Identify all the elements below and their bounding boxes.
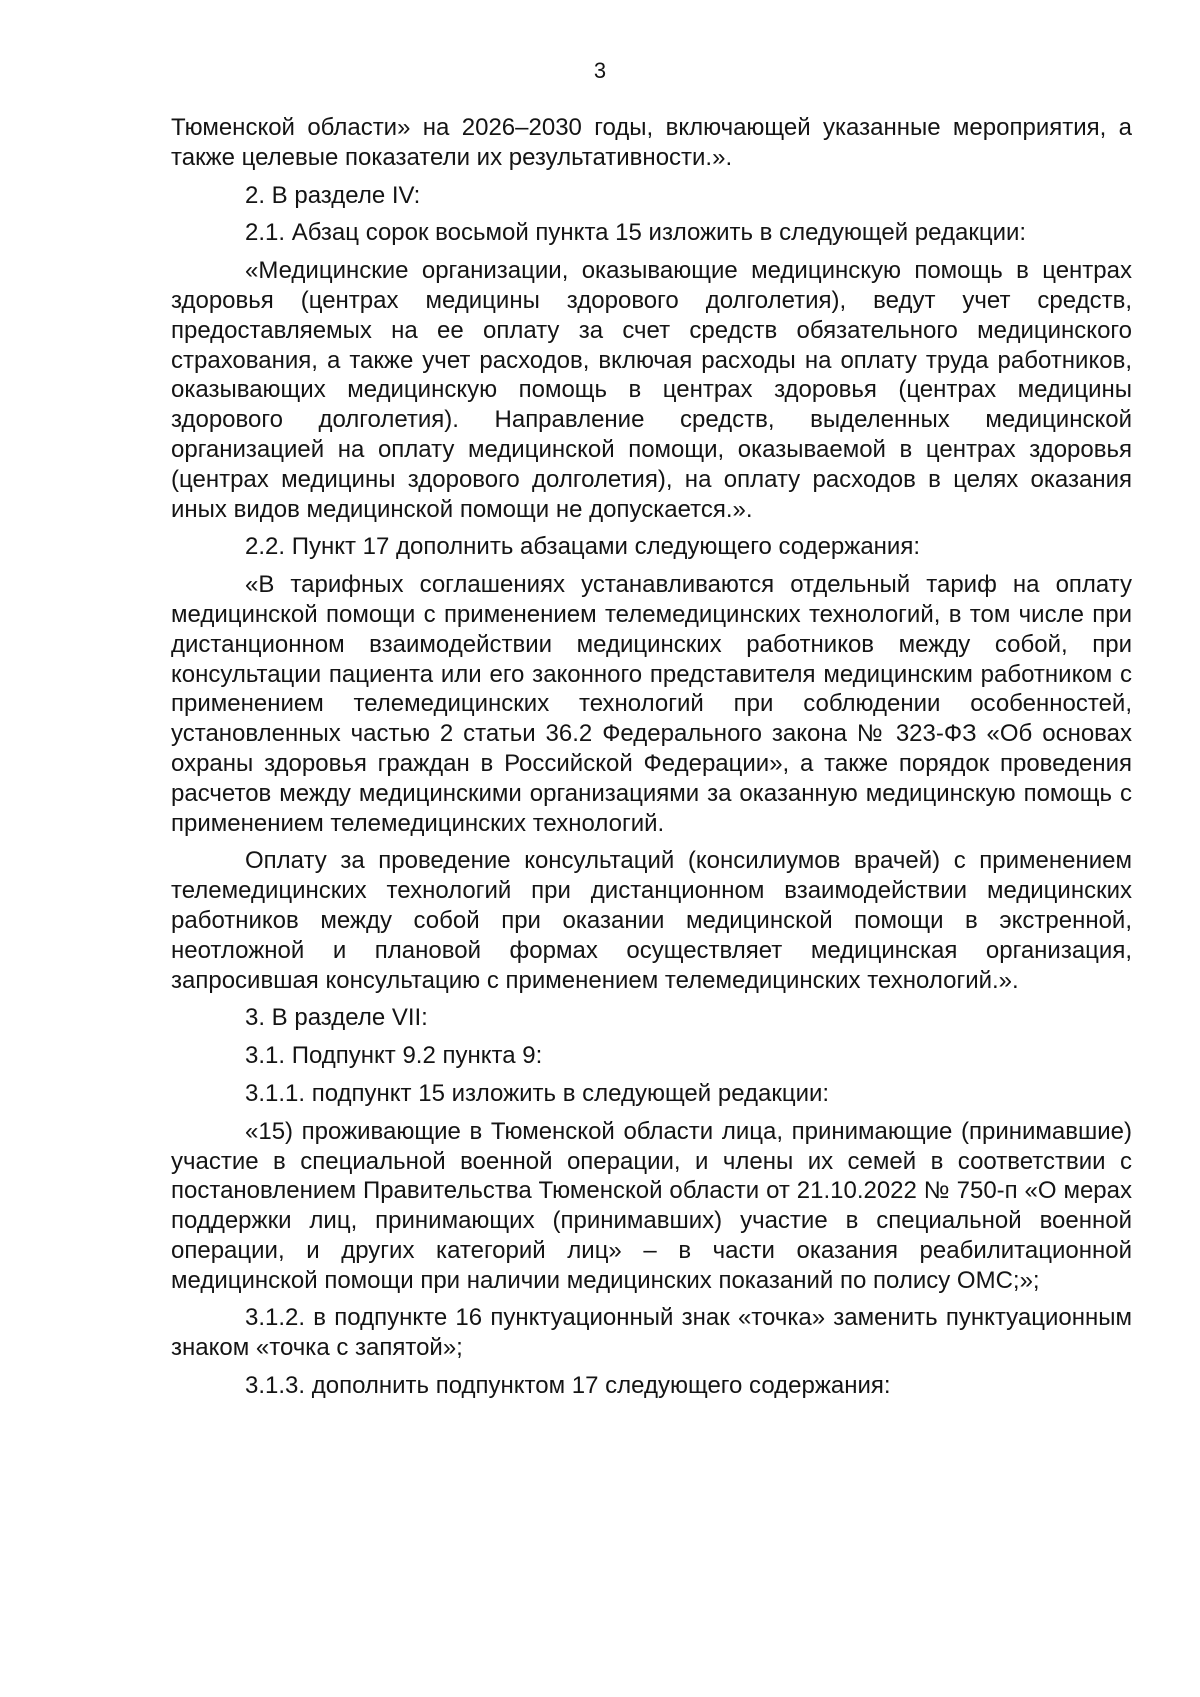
- item-3-1: 3.1. Подпункт 9.2 пункта 9:: [245, 1042, 543, 1070]
- item-2-1: 2.1. Абзац сорок восьмой пункта 15 изложить в следующей редакции:: [245, 219, 1027, 247]
- item-3-1-1: 3.1.1. подпункт 15 изложить в следующей редакции:: [245, 1079, 830, 1107]
- paragraph-consultation-payment: Оплату за проведение консультаций (консилиумов врачей) с применением телемедицинских технологий при дистанционном взаимодействии медицинских работников между собой при оказании медицинской помощи в экстренной, неотложной и плановой формах осуществляет медицинская организация, запросившая консультацию с применением телемедицинских технологий.».: [171, 847, 1132, 994]
- quote-tariff-agreements: «В тарифных соглашениях устанавливаются отдельный тариф на оплату медицинской помощи с применением телемедицинских технологий, в том числе при дистанционном взаимодействии медицинских работников между собой, при консультации пациента или его законного представителя медицинским работником с применением телемедицинских технологий при соблюдении особенностей, установленных частью 2 статьи 36.2 Федерального закона № 323-ФЗ «Об основах охраны здоровья граждан в Российской Федерации», а также порядок проведения расчетов между медицинскими организациями за оказанную медицинскую помощь с применением телемедицинских технологий.: [171, 571, 1132, 837]
- item-3-1-2: 3.1.2. в подпункте 16 пунктуационный знак «точка» заменить пунктуационным знаком «точка с запятой»;: [171, 1304, 1132, 1362]
- page-number: 3: [593, 58, 607, 83]
- paragraph-continuation: Тюменской области» на 2026–2030 годы, включающей указанные мероприятия, а также целевые показатели их результативности.».: [171, 114, 1132, 171]
- section-heading-iv: 2. В разделе IV:: [245, 181, 421, 209]
- item-2-2: 2.2. Пункт 17 дополнить абзацами следующего содержания:: [245, 533, 920, 561]
- item-3-1-3: 3.1.3. дополнить подпунктом 17 следующего содержания:: [245, 1372, 891, 1400]
- quote-subitem-15: «15) проживающие в Тюменской области лица, принимающие (принимавшие) участие в специальной военной операции, и члены их семей в соответствии с постановлением Правительства Тюменской области от 21.10.2022 № 750-п «О мерах поддержки лиц, принимающих (принимавших) участие в специальной военной операции, и других категорий лиц» – в части оказания реабилитационной медицинской помощи при наличии медицинских показаний по полису ОМС;»;: [171, 1117, 1132, 1294]
- section-heading-vii: 3. В разделе VII:: [245, 1004, 428, 1032]
- document-body: [171, 113, 1132, 1401]
- quote-medical-organizations: «Медицинские организации, оказывающие медицинскую помощь в центрах здоровья (центрах медицины здорового долголетия), ведут учет средств, предоставляемых на ее оплату за счет средств обязательного медицинского страхования, а также учет расходов, включая расходы на оплату труда работников, оказывающих медицинскую помощь в центрах здоровья (центрах медицины здорового долголетия). Направление средств, выделенных медицинской организацией на оплату медицинской помощи, оказываемой в центрах здоровья (центрах медицины здорового долголетия), на оплату расходов в целях оказания иных видов медицинской помощи не допускается.».: [171, 257, 1132, 523]
